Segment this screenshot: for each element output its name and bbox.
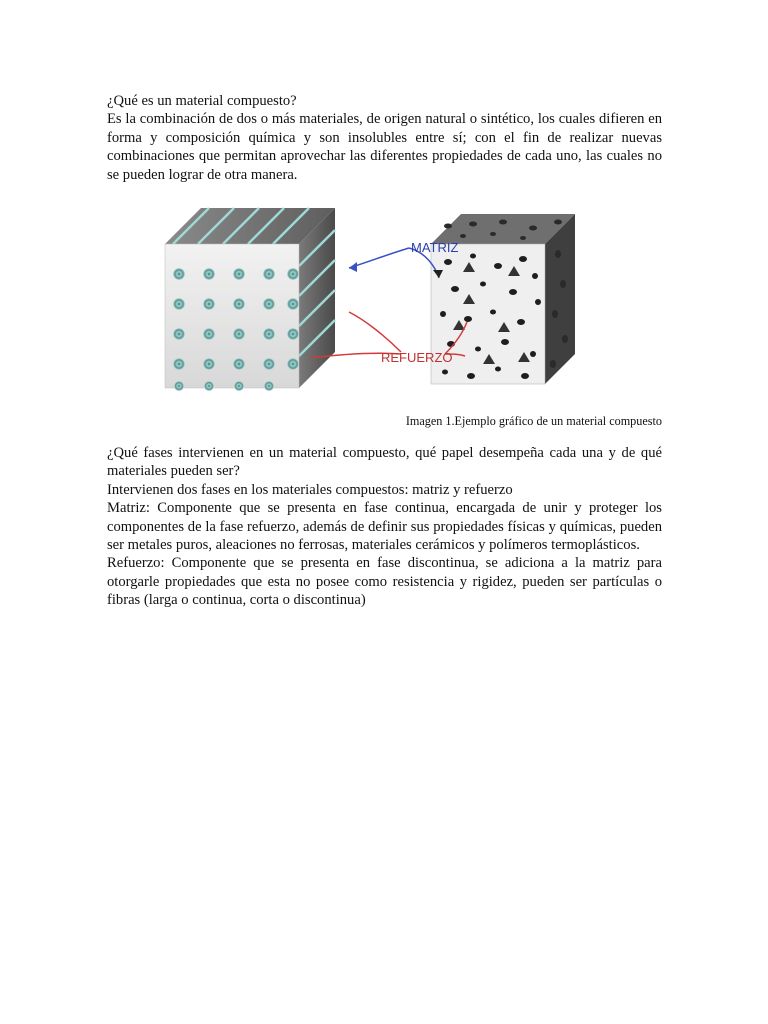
composite-material-illustration (163, 204, 583, 404)
matriz-paragraph: Matriz: Componente que se presenta en fase continua, encargada de unir y proteger los componentes de la fase refuerzo, además de definir sus propiedades físicas y químicas, pueden ser metales puros, aleaciones no ferrosas, materiales cerámicos y polímeros termoplásticos. (107, 500, 662, 554)
figure-caption: Imagen 1.Ejemplo gráfico de un material compuesto (405, 414, 662, 429)
refuerzo-paragraph: Refuerzo: Componente que se presenta en fase discontinua, se adiciona a la matriz para otorgarle propiedades que esta no posee como resistencia y rigidez, pueden ser partículas o fibras (larga o continua, corta o discontinua) (107, 555, 662, 609)
composite-figure (107, 204, 662, 444)
phases-intro: Intervienen dos fases en los materiales compuestos: matriz y refuerzo (107, 481, 513, 498)
phases-question: ¿Qué fases intervienen en un material compuesto, qué papel desempeña cada una y de qué materiales pueden ser? (107, 445, 662, 480)
matriz-label: MATRIZ (411, 240, 459, 256)
intro-question: ¿Qué es un material compuesto? (107, 93, 297, 109)
fiber-cube (165, 208, 335, 391)
refuerzo-label: REFUERZO (381, 350, 453, 366)
phases-section (107, 444, 662, 610)
intro-answer: Es la combinación de dos o más materiales, de origen natural o sintético, los cuales difieren en forma y composición química y son insolubles entre sí; con el fin de realizar nuevas combinaciones que permitan aprovechar las diferentes propiedades de cada uno, las cuales no se pueden lograr de otra manera. (107, 111, 662, 183)
document-page (107, 92, 662, 610)
